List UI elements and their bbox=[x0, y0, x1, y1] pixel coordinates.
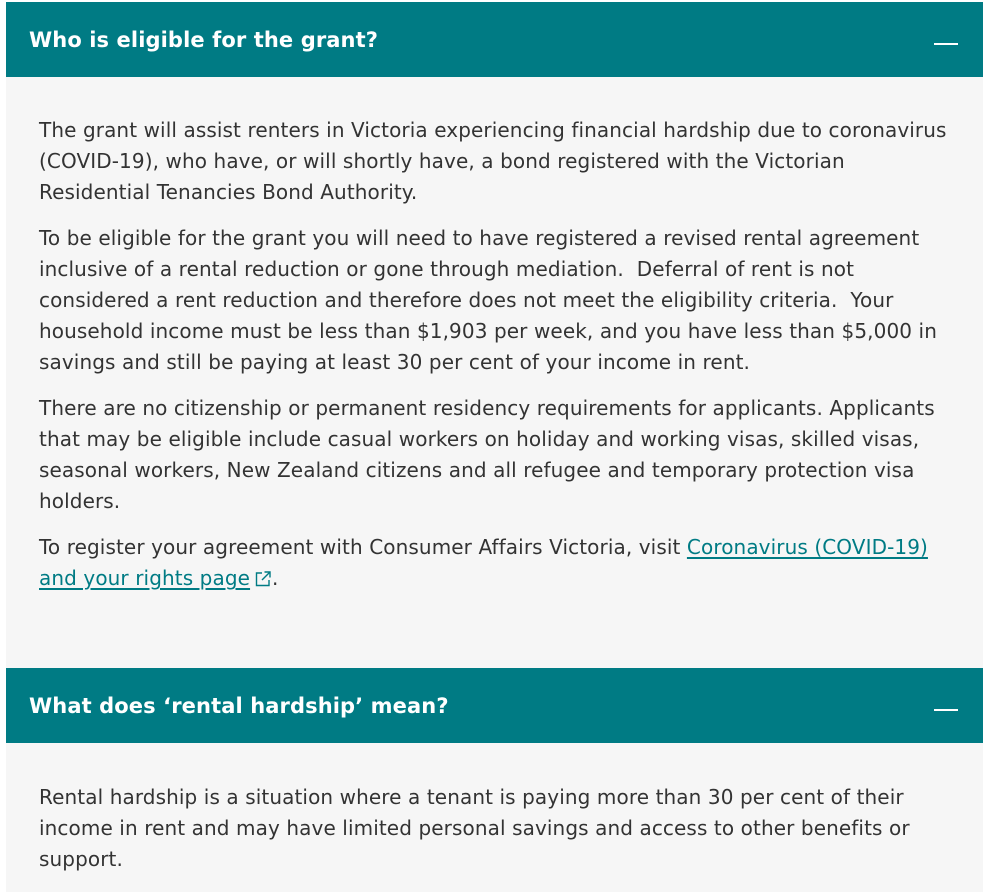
paragraph-grant-assist: The grant will assist renters in Victoria experiencing financial hardship due to coronavirus (COVID-19), who have, or will shortly have, a bond registered with the Victorian Residential Tenancies Bond Authority. bbox=[39, 118, 947, 204]
paragraph-eligibility-criteria: To be eligible for the grant you will need to have registered a revised rental agreement inclusive of a rental reduction or gone through mediation. Deferral of rent is not considered a rent reduction and therefore does not meet the eligibility criteria. Your household income must be less than $1,903 per week, and you have less than $5,000 in savings and still be paying at least 30 per cent of your income in rent. bbox=[39, 226, 937, 374]
accordion-title-eligibility: Who is eligible for the grant? bbox=[29, 27, 379, 52]
accordion-header-rental-hardship[interactable] bbox=[6, 668, 983, 743]
external-link-icon[interactable] bbox=[254, 570, 272, 588]
minus-icon[interactable] bbox=[934, 43, 958, 45]
paragraph-register-agreement bbox=[39, 532, 955, 594]
accordion-header-eligibility[interactable] bbox=[6, 2, 983, 77]
trailing-period: . bbox=[272, 566, 279, 590]
paragraph-rental-hardship-definition: Rental hardship is a situation where a tenant is paying more than 30 per cent of their income in rent and may have limited personal savings and access to other benefits or support. bbox=[39, 785, 910, 871]
accordion-title-rental-hardship: What does ‘rental hardship’ mean? bbox=[29, 693, 449, 718]
accordion-body-eligibility bbox=[6, 77, 983, 670]
rights-page-link-label[interactable]: Coronavirus (COVID-19) and your rights page bbox=[39, 535, 928, 590]
minus-icon[interactable] bbox=[934, 709, 958, 711]
accordion-body-rental-hardship bbox=[6, 743, 983, 892]
register-text: To register your agreement with Consumer Affairs Victoria, visit bbox=[39, 535, 687, 559]
paragraph-citizenship: There are no citizenship or permanent residency requirements for applicants. Applicants that may be eligible include casual workers on holiday and working visas, skilled visas, seasonal workers, New Zealand citizens and all refugee and temporary protection visa holders. bbox=[39, 396, 935, 513]
